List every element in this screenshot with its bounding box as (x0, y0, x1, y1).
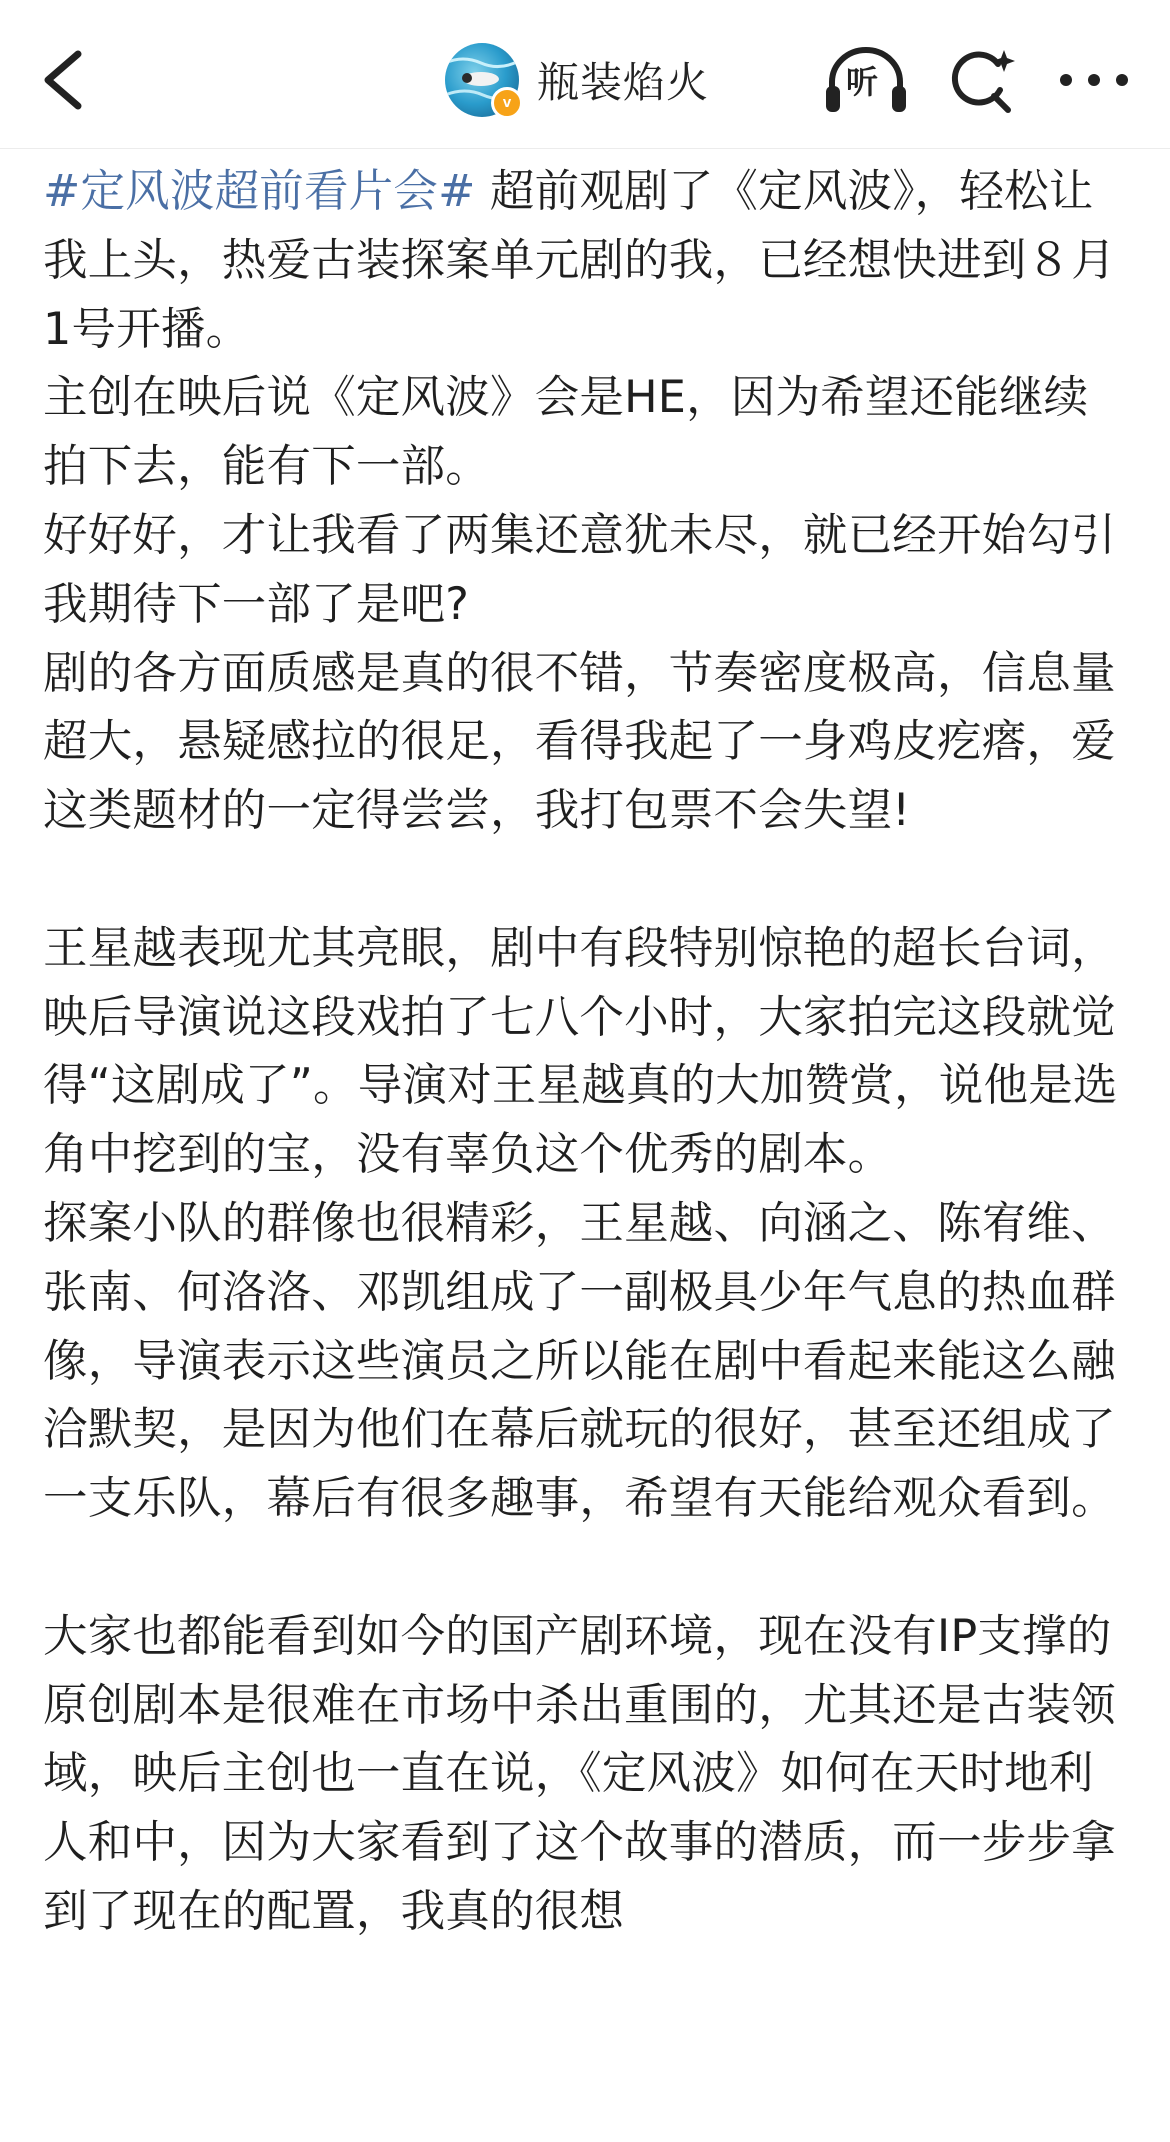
search-button[interactable] (946, 42, 1018, 120)
paragraph-spacer (43, 1534, 1133, 1603)
post-paragraph: 大家也都能看到如今的国产剧环境，现在没有IP支撑的原创剧本是很难在市场中杀出重围的，尤其还是古装领域，映后主创也一直在说，《定风波》如何在天时地利人和中，因为大家看到了这个故事的潜质，而一步步拿到了现在的配置，我真的很想 (43, 1610, 1116, 1937)
post-paragraph: 好好好，才让我看了两集还意犹未尽，就已经开始勾引我期待下一部了是吧? (43, 509, 1116, 630)
top-navigation-bar (0, 0, 1170, 149)
avatar[interactable] (445, 43, 519, 117)
account-header[interactable] (445, 40, 709, 120)
listen-label: 听 (846, 63, 879, 101)
post-paragraph (43, 158, 1133, 364)
bottom-fade (0, 2060, 1170, 2142)
verified-badge: v (491, 87, 523, 119)
more-button[interactable] (1054, 50, 1134, 110)
post-paragraph: 探案小队的群像也很精彩，王星越、向涵之、陈宥维、张南、何洛洛、邓凯组成了一副极具少年气息的热血群像，导演表示这些演员之所以能在剧中看起来能这么融洽默契，是因为他们在幕后就玩的很好，甚至还组成了一支乐队，幕后有很多趣事，希望有天能给观众看到。 (43, 1197, 1116, 1525)
search-sparkle-icon (946, 42, 1018, 120)
account-name[interactable]: 瓶装焰火 (537, 58, 710, 107)
post-paragraph: 剧的各方面质感是真的很不错，节奏密度极高，信息量超大，悬疑感拉的很足，看得我起了一身鸡皮疙瘩，爱这类题材的一定得尝尝，我打包票不会失望! (43, 647, 1116, 837)
chevron-left-icon (30, 40, 100, 120)
hashtag-link[interactable]: #定风波超前看片会# (43, 166, 476, 217)
paragraph-spacer (43, 846, 1133, 915)
back-button[interactable] (30, 40, 100, 120)
post-paragraph: 王星越表现尤其亮眼，剧中有段特别惊艳的超长台词，映后导演说这段戏拍了七八个小时，大家拍完这段就觉得“这剧成了”。导演对王星越真的大加赞赏，说他是选角中挖到的宝，没有辜负这个优秀的剧本。 (43, 922, 1118, 1181)
post-body (43, 158, 1133, 1947)
paragraph-text: 超前观剧了《定风波》，轻松让我上头，热爱古装探案单元剧的我，已经想快进到８月1号开播。 (43, 166, 1116, 355)
listen-button[interactable] (822, 42, 910, 120)
post-paragraph: 主创在映后说《定风波》会是HE，因为希望还能继续拍下去，能有下一部。 (43, 372, 1089, 493)
more-dots-icon (1054, 50, 1134, 110)
